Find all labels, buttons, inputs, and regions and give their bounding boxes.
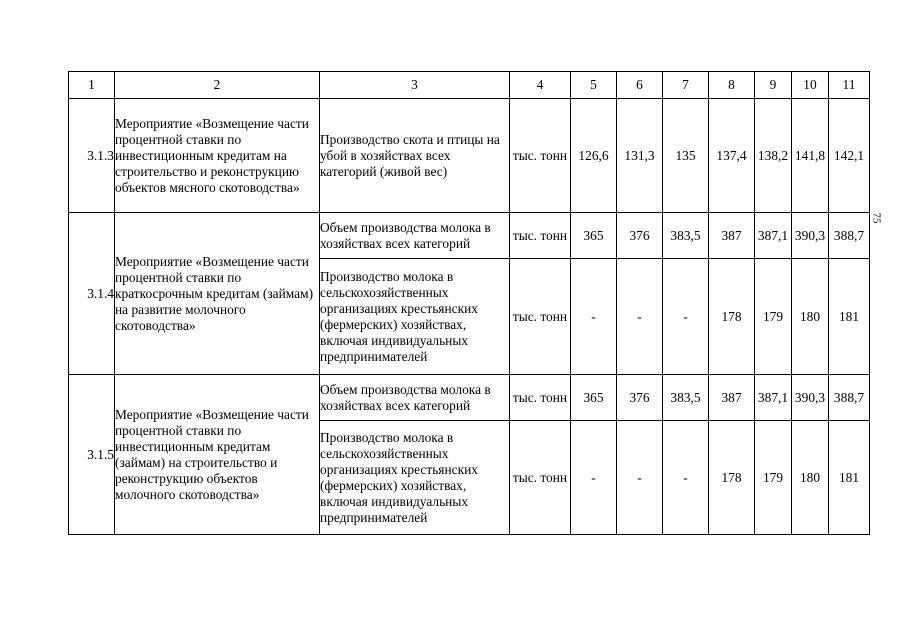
- indicator-name: Производство молока в сельскохозяйственных организациях крестьянских (фермерских) хозяйствах, включая индивидуальных предпринимателей: [320, 421, 510, 535]
- value-cell: 180: [792, 259, 829, 375]
- value-cell: 365: [571, 375, 617, 421]
- header-cell: 10: [792, 72, 829, 99]
- value-cell: 181: [829, 259, 870, 375]
- value-cell: 138,2: [755, 99, 792, 213]
- header-cell: 11: [829, 72, 870, 99]
- value-cell: 376: [617, 375, 663, 421]
- value-cell: 387: [709, 375, 755, 421]
- value-cell: 390,3: [792, 213, 829, 259]
- value-cell: 388,7: [829, 375, 870, 421]
- value-cell: 135: [663, 99, 709, 213]
- indicator-unit: тыс. тонн: [510, 375, 571, 421]
- value-cell: -: [571, 259, 617, 375]
- indicators-table: [68, 71, 870, 535]
- header-cell: 2: [115, 72, 320, 99]
- header-cell: 8: [709, 72, 755, 99]
- value-cell: 387,1: [755, 375, 792, 421]
- value-cell: 383,5: [663, 213, 709, 259]
- value-cell: 390,3: [792, 375, 829, 421]
- value-cell: 376: [617, 213, 663, 259]
- header-row: [69, 72, 870, 99]
- table-row: [69, 375, 870, 421]
- indicator-unit: тыс. тонн: [510, 213, 571, 259]
- value-cell: 181: [829, 421, 870, 535]
- indicator-name: Объем производства молока в хозяйствах всех категорий: [320, 213, 510, 259]
- indicator-name: Объем производства молока в хозяйствах всех категорий: [320, 375, 510, 421]
- value-cell: 179: [755, 259, 792, 375]
- page-number: 75: [870, 212, 883, 224]
- indicator-name: Производство молока в сельскохозяйственных организациях крестьянских (фермерских) хозяйствах, включая индивидуальных предпринимателей: [320, 259, 510, 375]
- activity-name: Мероприятие «Возмещение части процентной ставки по инвестиционным кредитам (займам) на строительство и реконструкцию объектов молочного скотоводства»: [115, 375, 320, 535]
- activity-name: Мероприятие «Возмещение части процентной ставки по краткосрочным кредитам (займам) на развитие молочного скотоводства»: [115, 213, 320, 375]
- header-cell: 5: [571, 72, 617, 99]
- indicator-unit: тыс. тонн: [510, 421, 571, 535]
- value-cell: -: [617, 421, 663, 535]
- value-cell: 179: [755, 421, 792, 535]
- value-cell: 383,5: [663, 375, 709, 421]
- value-cell: 126,6: [571, 99, 617, 213]
- value-cell: -: [663, 259, 709, 375]
- value-cell: -: [571, 421, 617, 535]
- value-cell: 365: [571, 213, 617, 259]
- activity-name: Мероприятие «Возмещение части процентной ставки по инвестиционным кредитам на строительство и реконструкцию объектов мясного скотоводства»: [115, 99, 320, 213]
- value-cell: 387: [709, 213, 755, 259]
- header-cell: 7: [663, 72, 709, 99]
- indicator-unit: тыс. тонн: [510, 259, 571, 375]
- value-cell: 178: [709, 259, 755, 375]
- value-cell: 180: [792, 421, 829, 535]
- value-cell: -: [663, 421, 709, 535]
- activity-code: 3.1.3: [69, 99, 115, 213]
- activity-code: 3.1.4: [69, 213, 115, 375]
- value-cell: 387,1: [755, 213, 792, 259]
- value-cell: 137,4: [709, 99, 755, 213]
- value-cell: 131,3: [617, 99, 663, 213]
- value-cell: -: [617, 259, 663, 375]
- value-cell: 388,7: [829, 213, 870, 259]
- header-cell: 6: [617, 72, 663, 99]
- indicator-name: Производство скота и птицы на убой в хозяйствах всех категорий (живой вес): [320, 99, 510, 213]
- table-row: [69, 99, 870, 213]
- indicator-unit: тыс. тонн: [510, 99, 571, 213]
- header-cell: 1: [69, 72, 115, 99]
- value-cell: 142,1: [829, 99, 870, 213]
- value-cell: 178: [709, 421, 755, 535]
- value-cell: 141,8: [792, 99, 829, 213]
- header-cell: 4: [510, 72, 571, 99]
- table-row: [69, 213, 870, 259]
- header-cell: 9: [755, 72, 792, 99]
- header-cell: 3: [320, 72, 510, 99]
- activity-code: 3.1.5: [69, 375, 115, 535]
